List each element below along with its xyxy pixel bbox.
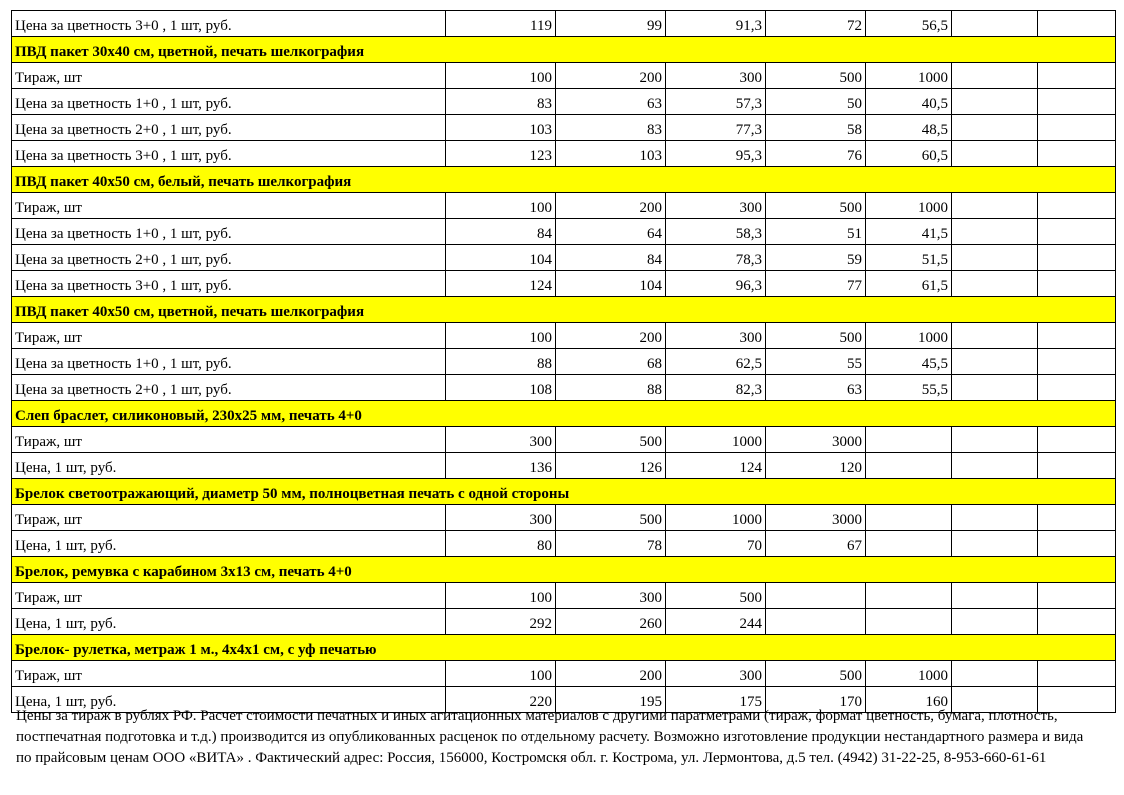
section-header-row	[12, 401, 1116, 427]
table-row	[12, 323, 1116, 349]
price-cell: 50	[766, 89, 866, 115]
price-cell: 91,3	[666, 11, 766, 37]
price-cell: 88	[556, 375, 666, 401]
table-body	[12, 11, 1116, 713]
price-cell: 55,5	[866, 375, 952, 401]
price-cell	[952, 323, 1038, 349]
section-title: ПВД пакет 30х40 см, цветной, печать шелкография	[12, 37, 1116, 63]
price-cell	[1038, 661, 1116, 687]
table-row	[12, 219, 1116, 245]
row-label: Цена за цветность 2+0 , 1 шт, руб.	[12, 375, 446, 401]
table-row	[12, 661, 1116, 687]
price-cell: 83	[556, 115, 666, 141]
price-cell: 175	[666, 687, 766, 713]
table-row	[12, 11, 1116, 37]
row-label: Цена, 1 шт, руб.	[12, 453, 446, 479]
price-cell	[1038, 89, 1116, 115]
price-cell	[1038, 271, 1116, 297]
price-cell: 56,5	[866, 11, 952, 37]
footer-note: Цены за тираж в рублях РФ. Расчет стоимости печатных и иных агитационных материалов с другими паратметрами (тираж, формат цветность, бумага, плотность, постпечатная подготовка и т.д.) производится из опубликованных расценок по отдельному расчету. Возможно изготовление продукции нестандартного размера и вида по прайсовым ценам ООО «ВИТА» . Фактический адрес: Россия, 156000, Костромскя обл. г. Кострома, ул. Лермонтова, д.5 тел. (4942) 31-22-25, 8-953-660-61-61	[16, 708, 1084, 766]
table-row	[12, 453, 1116, 479]
price-cell: 124	[446, 271, 556, 297]
price-cell: 59	[766, 245, 866, 271]
price-cell: 58	[766, 115, 866, 141]
price-cell: 244	[666, 609, 766, 635]
section-title: Слеп браслет, силиконовый, 230х25 мм, печать 4+0	[12, 401, 1116, 427]
price-cell	[1038, 453, 1116, 479]
section-header-row	[12, 167, 1116, 193]
price-cell: 67	[766, 531, 866, 557]
price-cell	[1038, 583, 1116, 609]
table-row	[12, 609, 1116, 635]
price-cell: 51	[766, 219, 866, 245]
section-title: Брелок светоотражающий, диаметр 50 мм, полноцветная печать с одной стороны	[12, 479, 1116, 505]
price-cell	[866, 427, 952, 453]
price-cell	[1038, 193, 1116, 219]
price-cell: 83	[446, 89, 556, 115]
price-cell: 95,3	[666, 141, 766, 167]
price-table	[11, 10, 1116, 713]
table-row	[12, 245, 1116, 271]
price-cell: 1000	[866, 193, 952, 219]
price-cell: 100	[446, 193, 556, 219]
price-cell: 62,5	[666, 349, 766, 375]
price-cell: 500	[766, 193, 866, 219]
price-cell: 3000	[766, 505, 866, 531]
row-label: Цена, 1 шт, руб.	[12, 609, 446, 635]
price-cell: 78,3	[666, 245, 766, 271]
price-cell: 103	[446, 115, 556, 141]
price-cell: 500	[766, 63, 866, 89]
price-cell: 126	[556, 453, 666, 479]
row-label: Цена за цветность 1+0 , 1 шт, руб.	[12, 89, 446, 115]
price-cell: 200	[556, 323, 666, 349]
price-cell: 63	[556, 89, 666, 115]
table-row	[12, 193, 1116, 219]
section-header-row	[12, 557, 1116, 583]
price-cell: 500	[556, 427, 666, 453]
price-cell	[952, 193, 1038, 219]
price-cell	[952, 609, 1038, 635]
row-label: Тираж, шт	[12, 323, 446, 349]
price-cell	[1038, 115, 1116, 141]
price-cell	[1038, 375, 1116, 401]
table-row	[12, 349, 1116, 375]
table-row	[12, 141, 1116, 167]
price-cell	[952, 427, 1038, 453]
price-cell	[952, 453, 1038, 479]
price-cell	[1038, 531, 1116, 557]
price-cell: 300	[446, 505, 556, 531]
row-label: Тираж, шт	[12, 63, 446, 89]
price-cell: 77,3	[666, 115, 766, 141]
table-row	[12, 89, 1116, 115]
price-cell: 100	[446, 63, 556, 89]
price-cell	[1038, 323, 1116, 349]
price-cell: 104	[446, 245, 556, 271]
section-header-row	[12, 479, 1116, 505]
row-label: Цена, 1 шт, руб.	[12, 687, 446, 713]
price-cell	[1038, 141, 1116, 167]
price-cell: 1000	[666, 505, 766, 531]
price-cell	[866, 453, 952, 479]
price-cell: 100	[446, 323, 556, 349]
price-cell: 61,5	[866, 271, 952, 297]
section-title: ПВД пакет 40х50 см, цветной, печать шелкография	[12, 297, 1116, 323]
price-cell: 45,5	[866, 349, 952, 375]
table-row	[12, 63, 1116, 89]
price-cell: 82,3	[666, 375, 766, 401]
price-cell: 220	[446, 687, 556, 713]
price-cell: 119	[446, 11, 556, 37]
section-header-row	[12, 37, 1116, 63]
table-row	[12, 583, 1116, 609]
price-cell: 68	[556, 349, 666, 375]
price-cell: 200	[556, 193, 666, 219]
price-cell: 136	[446, 453, 556, 479]
price-cell	[1038, 505, 1116, 531]
table-row	[12, 375, 1116, 401]
price-cell: 55	[766, 349, 866, 375]
price-cell	[952, 245, 1038, 271]
price-cell: 160	[866, 687, 952, 713]
price-cell: 500	[766, 323, 866, 349]
price-cell: 77	[766, 271, 866, 297]
section-header-row	[12, 635, 1116, 661]
price-cell	[952, 375, 1038, 401]
price-cell	[1038, 219, 1116, 245]
price-cell: 300	[666, 661, 766, 687]
price-cell: 300	[556, 583, 666, 609]
price-cell	[866, 505, 952, 531]
price-cell: 500	[556, 505, 666, 531]
price-cell: 124	[666, 453, 766, 479]
price-cell: 1000	[666, 427, 766, 453]
row-label: Цена за цветность 3+0 , 1 шт, руб.	[12, 11, 446, 37]
price-cell	[866, 583, 952, 609]
price-cell: 300	[666, 193, 766, 219]
price-cell: 64	[556, 219, 666, 245]
table-row	[12, 531, 1116, 557]
price-cell	[1038, 427, 1116, 453]
price-cell	[952, 583, 1038, 609]
price-cell: 70	[666, 531, 766, 557]
price-cell	[1038, 63, 1116, 89]
price-cell: 300	[666, 63, 766, 89]
price-cell: 500	[666, 583, 766, 609]
price-cell	[952, 661, 1038, 687]
price-cell	[866, 609, 952, 635]
price-cell: 58,3	[666, 219, 766, 245]
row-label: Тираж, шт	[12, 505, 446, 531]
price-cell: 300	[446, 427, 556, 453]
price-cell: 300	[666, 323, 766, 349]
price-cell: 60,5	[866, 141, 952, 167]
price-cell: 200	[556, 661, 666, 687]
row-label: Цена за цветность 2+0 , 1 шт, руб.	[12, 245, 446, 271]
price-cell: 84	[556, 245, 666, 271]
price-cell: 1000	[866, 323, 952, 349]
section-title: ПВД пакет 40х50 см, белый, печать шелкография	[12, 167, 1116, 193]
price-cell	[952, 219, 1038, 245]
row-label: Цена за цветность 3+0 , 1 шт, руб.	[12, 141, 446, 167]
price-cell	[1038, 349, 1116, 375]
price-cell: 100	[446, 583, 556, 609]
price-cell	[952, 115, 1038, 141]
price-cell: 99	[556, 11, 666, 37]
price-cell	[952, 89, 1038, 115]
price-cell: 48,5	[866, 115, 952, 141]
section-title: Брелок, ремувка с карабином 3х13 см, печать 4+0	[12, 557, 1116, 583]
price-cell	[952, 531, 1038, 557]
price-cell	[952, 271, 1038, 297]
price-cell	[766, 609, 866, 635]
price-cell: 123	[446, 141, 556, 167]
price-cell: 76	[766, 141, 866, 167]
table-row	[12, 271, 1116, 297]
price-cell: 100	[446, 661, 556, 687]
price-cell	[952, 505, 1038, 531]
row-label: Тираж, шт	[12, 193, 446, 219]
price-cell: 260	[556, 609, 666, 635]
price-cell	[952, 11, 1038, 37]
row-label: Цена за цветность 1+0 , 1 шт, руб.	[12, 219, 446, 245]
table-row	[12, 427, 1116, 453]
price-cell: 88	[446, 349, 556, 375]
price-cell: 51,5	[866, 245, 952, 271]
price-cell: 96,3	[666, 271, 766, 297]
price-cell: 41,5	[866, 219, 952, 245]
price-cell	[952, 141, 1038, 167]
price-cell: 1000	[866, 661, 952, 687]
price-cell: 120	[766, 453, 866, 479]
price-cell: 104	[556, 271, 666, 297]
price-cell: 500	[766, 661, 866, 687]
row-label: Тираж, шт	[12, 661, 446, 687]
price-cell	[1038, 11, 1116, 37]
price-cell: 57,3	[666, 89, 766, 115]
price-cell: 84	[446, 219, 556, 245]
row-label: Цена за цветность 1+0 , 1 шт, руб.	[12, 349, 446, 375]
price-cell	[952, 349, 1038, 375]
price-cell	[1038, 245, 1116, 271]
price-cell: 108	[446, 375, 556, 401]
price-cell: 72	[766, 11, 866, 37]
price-cell: 292	[446, 609, 556, 635]
price-cell: 195	[556, 687, 666, 713]
price-cell: 1000	[866, 63, 952, 89]
price-cell: 3000	[766, 427, 866, 453]
price-cell	[766, 583, 866, 609]
row-label: Цена за цветность 2+0 , 1 шт, руб.	[12, 115, 446, 141]
price-cell: 80	[446, 531, 556, 557]
price-cell: 78	[556, 531, 666, 557]
row-label: Цена, 1 шт, руб.	[12, 531, 446, 557]
price-cell	[1038, 609, 1116, 635]
row-label: Тираж, шт	[12, 583, 446, 609]
price-cell: 40,5	[866, 89, 952, 115]
row-label: Тираж, шт	[12, 427, 446, 453]
table-row	[12, 505, 1116, 531]
table-row	[12, 115, 1116, 141]
price-cell	[866, 531, 952, 557]
row-label: Цена за цветность 3+0 , 1 шт, руб.	[12, 271, 446, 297]
price-cell: 103	[556, 141, 666, 167]
section-title: Брелок- рулетка, метраж 1 м., 4х4х1 см, с уф печатью	[12, 635, 1116, 661]
price-cell	[952, 63, 1038, 89]
price-cell: 200	[556, 63, 666, 89]
price-cell: 170	[766, 687, 866, 713]
section-header-row	[12, 297, 1116, 323]
price-cell: 63	[766, 375, 866, 401]
